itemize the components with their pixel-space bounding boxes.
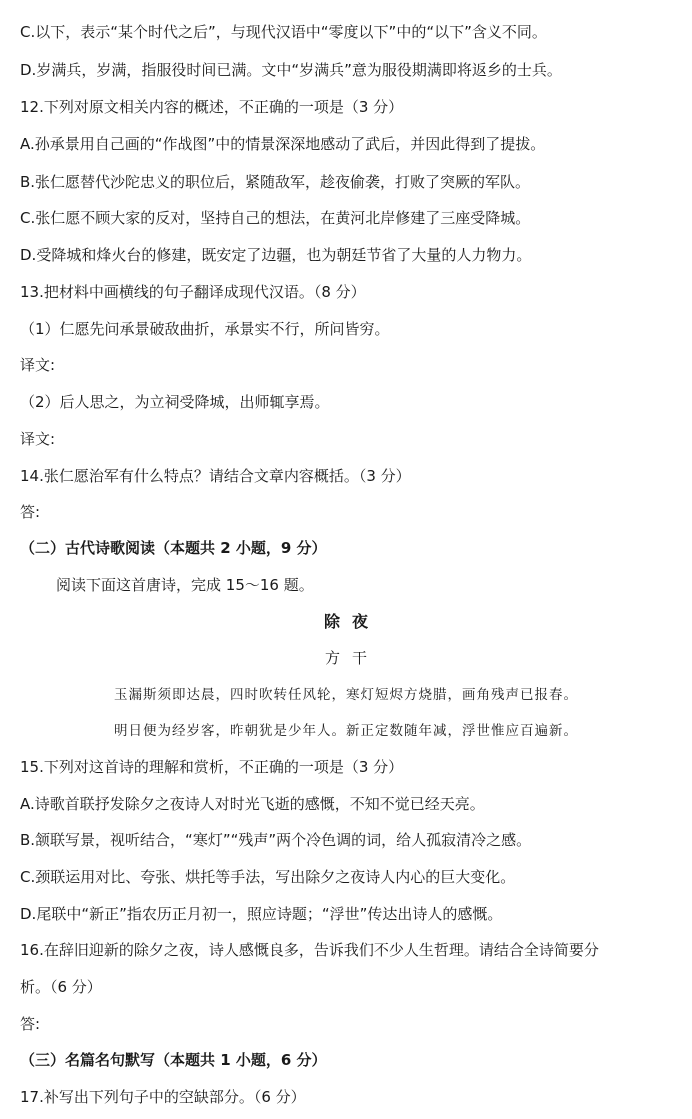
translation-answer-label-1: 译文: — [20, 356, 56, 374]
poem-line-2: 明日便为经岁客，昨朝犹是少年人。新正定数随年减，浮世惟应百遍新。 — [114, 723, 578, 739]
answer-label-q14: 答: — [20, 503, 41, 521]
question-16: 16.在辞旧迎新的除夕之夜，诗人感慨良多，告诉我们不少人生哲理。请结合全诗简要分 — [20, 941, 599, 959]
poem-author: 方干 — [324, 649, 379, 667]
option-d-q12: D.受降城和烽火台的修建，既安定了边疆，也为朝廷节省了大量的人力物力。 — [20, 246, 532, 264]
option-a-q15: A.诗歌首联抒发除夕之夜诗人对时光飞逝的感慨，不知不觉已经天亮。 — [20, 795, 485, 813]
section-heading-poetry: （二）古代诗歌阅读（本题共 2 小题，9 分） — [20, 539, 327, 557]
option-a-q12: A.孙承景用自己画的“作战图”中的情景深深地感动了武后，并因此得到了提拔。 — [20, 135, 546, 153]
question-13: 13.把材料中画横线的句子翻译成现代汉语。（8 分） — [20, 283, 366, 301]
translation-item-2: （2）后人思之，为立祠受降城，出师辄享焉。 — [20, 393, 330, 411]
option-d-q11: D.岁满兵，岁满，指服役时间已满。文中“岁满兵”意为服役期满即将返乡的士兵。 — [20, 61, 562, 79]
option-c-q12: C.张仁愿不顾大家的反对，坚持自己的想法，在黄河北岸修建了三座受降城。 — [20, 209, 531, 227]
option-c-q15: C.颈联运用对比、夸张、烘托等手法，写出除夕之夜诗人内心的巨大变化。 — [20, 868, 516, 886]
translation-answer-label-2: 译文: — [20, 430, 56, 448]
question-12: 12.下列对原文相关内容的概述，不正确的一项是（3 分） — [20, 98, 404, 116]
option-b-q15: B.颔联写景，视听结合，“寒灯”“残声”两个冷色调的词，给人孤寂清冷之感。 — [20, 831, 532, 849]
option-b-q12: B.张仁愿替代沙陀忠义的职位后，紧随敌军，趁夜偷袭，打败了突厥的军队。 — [20, 173, 531, 191]
poetry-instructions: 阅读下面这首唐诗，完成 15～16 题。 — [56, 576, 314, 594]
question-16-continued: 析。（6 分） — [20, 978, 102, 996]
translation-item-1: （1）仁愿先问承景破敌曲折，承景实不行，所问皆穷。 — [20, 320, 390, 338]
poem-title: 除夜 — [323, 612, 380, 631]
section-heading-dictation: （三）名篇名句默写（本题共 1 小题，6 分） — [20, 1051, 327, 1069]
poem-line-1: 玉漏斯须即达晨，四时吹转任风轮，寒灯短烬方烧腊，画角残声已报春。 — [114, 687, 578, 703]
answer-label-q16: 答: — [20, 1015, 41, 1033]
question-14: 14.张仁愿治军有什么特点？请结合文章内容概括。（3 分） — [20, 467, 411, 485]
option-d-q15: D.尾联中“新正”指农历正月初一，照应诗题；“浮世”传达出诗人的感慨。 — [20, 905, 503, 923]
question-17: 17.补写出下列句子中的空缺部分。（6 分） — [20, 1088, 306, 1106]
question-15: 15.下列对这首诗的理解和赏析，不正确的一项是（3 分） — [20, 758, 404, 776]
option-c-q11: C.以下，表示“某个时代之后”，与现代汉语中“零度以下”中的“以下”含义不同。 — [20, 23, 547, 41]
